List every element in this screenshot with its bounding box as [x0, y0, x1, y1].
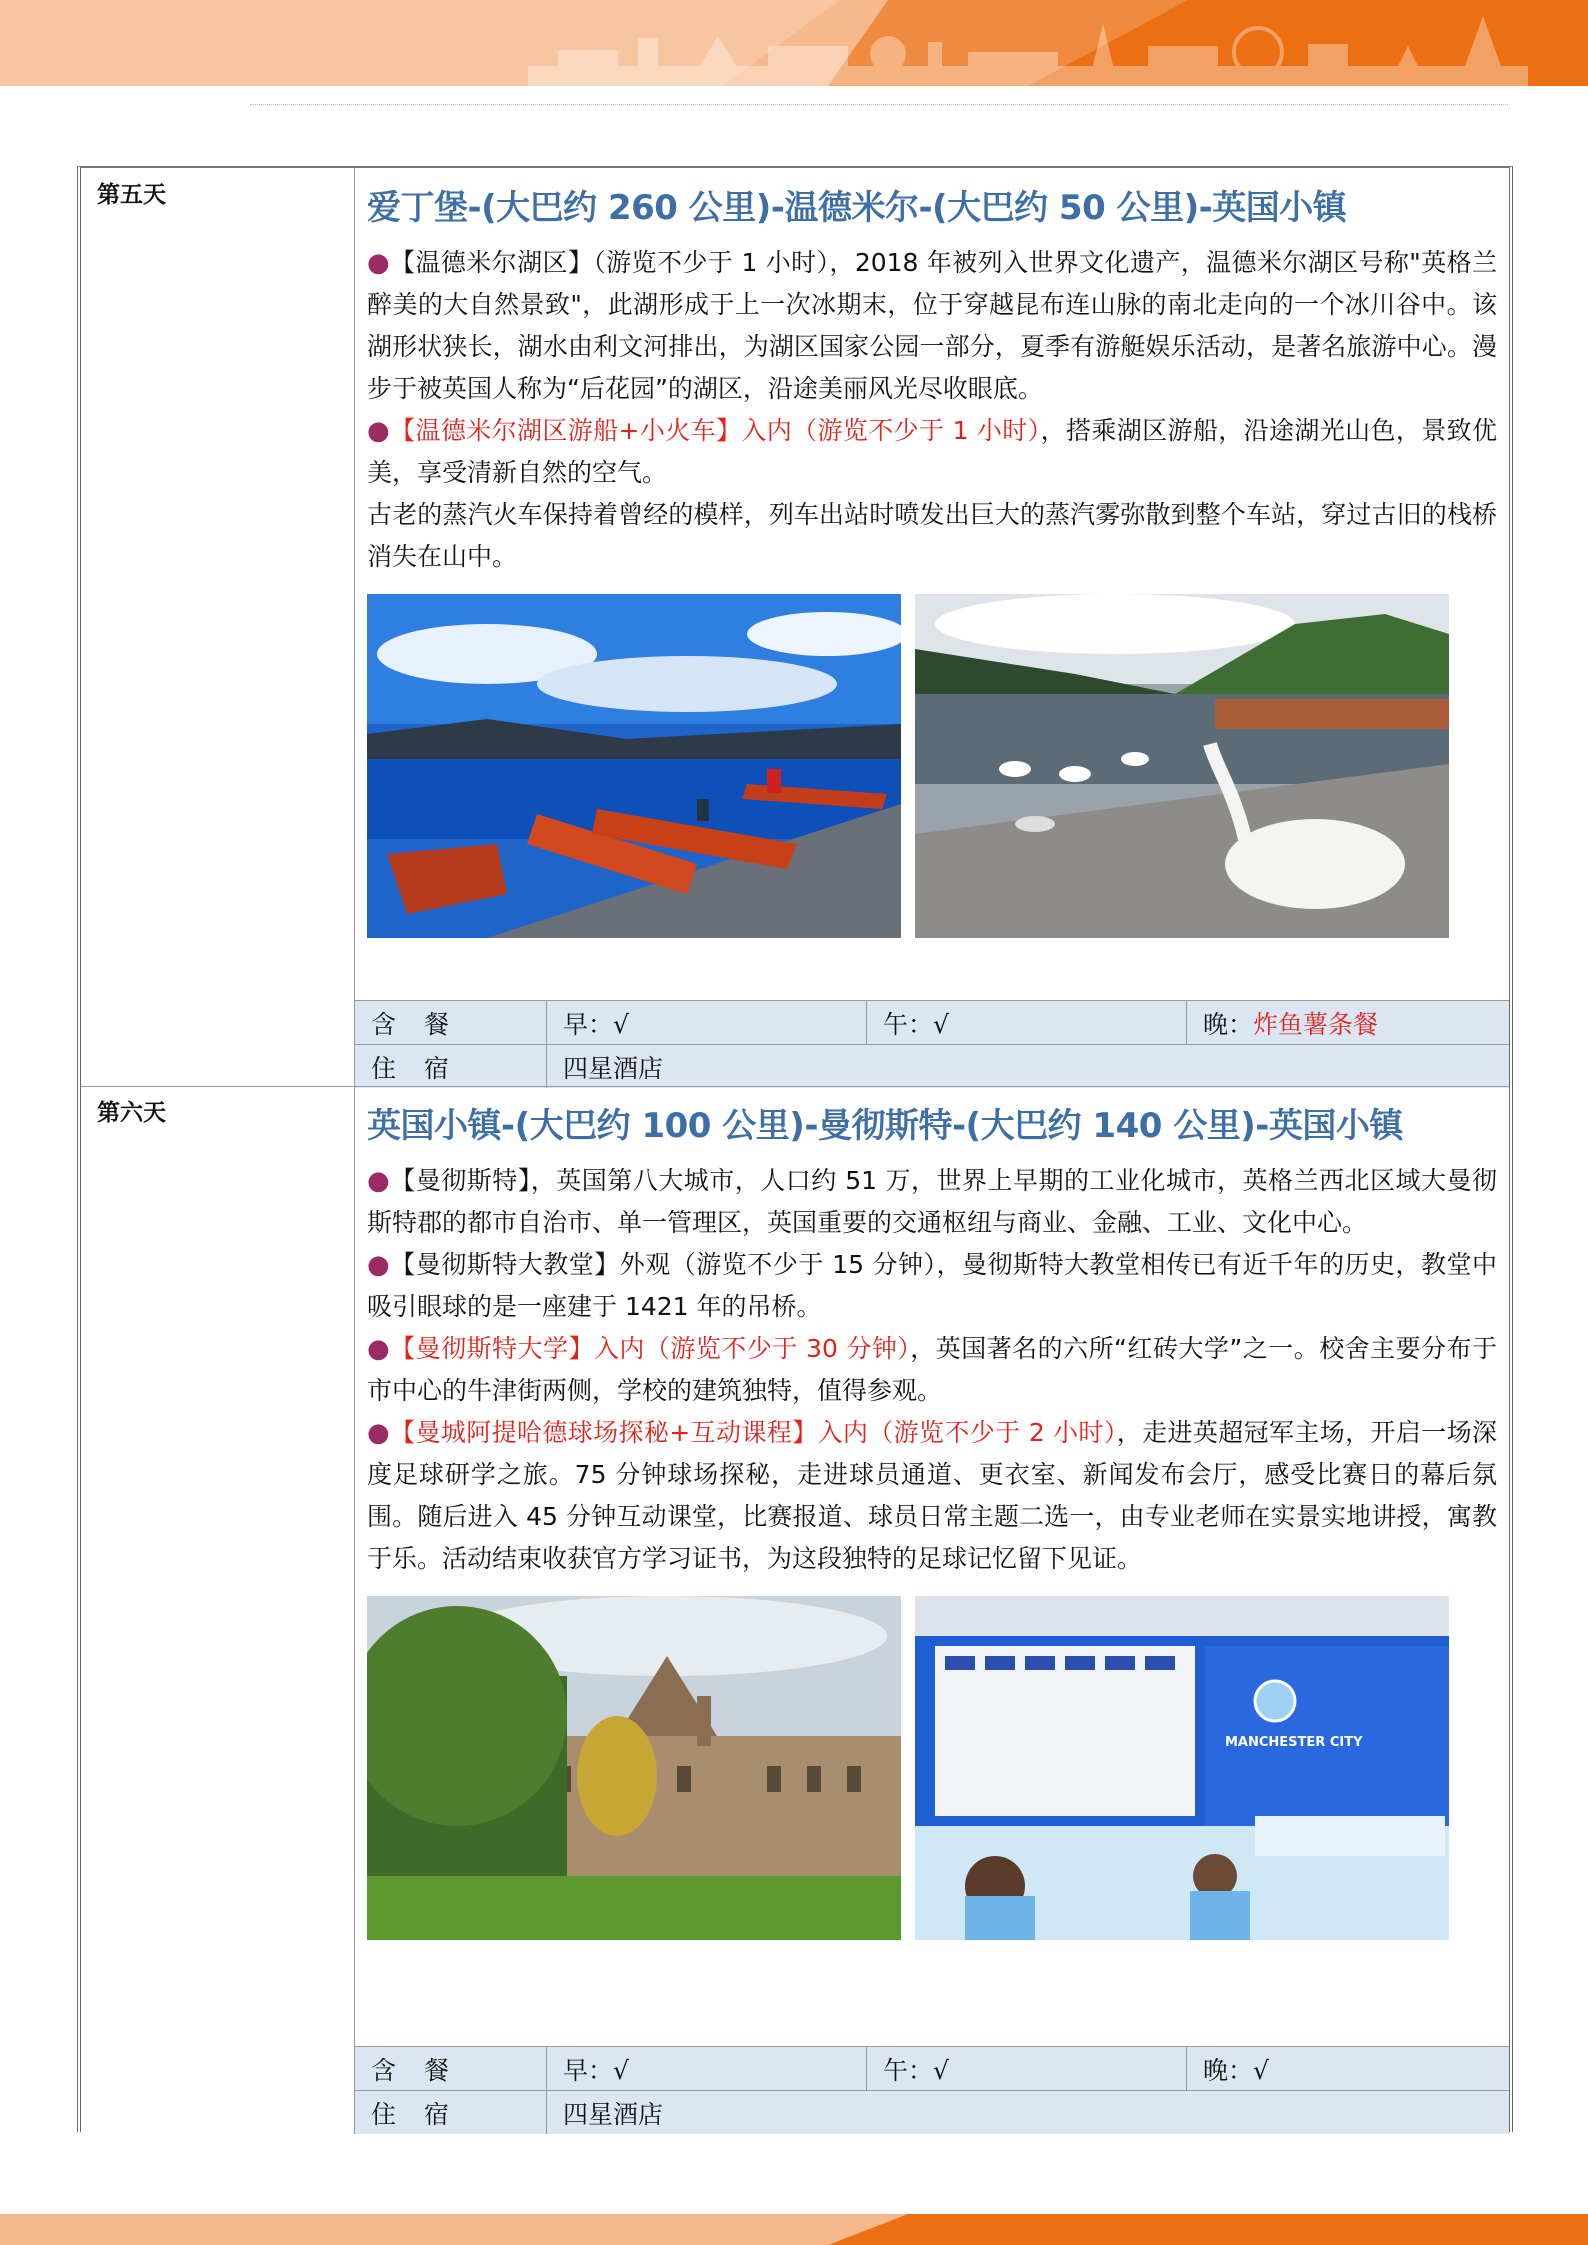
header-divider	[250, 104, 1508, 105]
day5-hotel-label: 住 宿	[355, 1045, 547, 1088]
day6-dinner: 晚：√	[1203, 2055, 1269, 2085]
day5-dinner-prefix: 晚：	[1203, 1009, 1254, 1039]
day5-paragraph-3: 古老的蒸汽火车保持着曾经的模样，列车出站时喷发出巨大的蒸汽雾弥散到整个车站，穿过古旧的栈桥消失在山中。	[367, 500, 1497, 571]
day5-hotel: 四星酒店	[563, 1053, 664, 1083]
day6-paragraph-2	[367, 1244, 1497, 1328]
bullet-icon: ●	[367, 416, 391, 446]
day6-p1-text: ，英国第八大城市，人口约 51 万，世界上早期的工业化城市，英格兰西北区域大曼彻斯特郡的都市自治市、单一管理区，英国重要的交通枢纽与商业、金融、工业、文化中心。	[367, 1166, 1497, 1237]
day6-breakfast: 早：√	[547, 2047, 867, 2090]
day5-section	[81, 168, 1509, 1086]
day5-dinner-value: 炸鱼薯条餐	[1253, 1009, 1379, 1039]
day6-p2-name: 【曼彻斯特大教堂】	[390, 1250, 620, 1279]
day5-lunch: 午：√	[867, 1001, 1187, 1044]
lake-boats-photo	[367, 594, 901, 938]
header-banner	[0, 0, 1588, 86]
day6-p4-name: 【曼城阿提哈德球场探秘+互动课程】入内（游览不少于 2 小时）	[390, 1418, 1117, 1447]
day6-paragraph-4	[367, 1412, 1497, 1580]
day6-hotel-label: 住 宿	[355, 2091, 547, 2134]
day5-dinner	[1187, 1001, 1509, 1044]
manchester-city-wordmark: MANCHESTER CITY	[1225, 1735, 1363, 1750]
day5-p1-name: 【温德米尔湖区】	[390, 248, 594, 277]
bullet-icon: ●	[367, 248, 391, 278]
bullet-icon: ●	[367, 1334, 391, 1364]
day6-lunch: 午：√	[867, 2047, 1187, 2090]
day5-breakfast: 早：√	[547, 1001, 867, 1044]
day6-paragraph-3	[367, 1328, 1497, 1412]
university-campus-photo	[367, 1596, 901, 1940]
swans-lakeshore-photo	[915, 594, 1449, 938]
day5-title: 爱丁堡-(大巴约 260 公里)-温德米尔-(大巴约 50 公里)-英国小镇	[367, 188, 1347, 228]
day5-photos	[367, 594, 1497, 938]
day6-p3-name: 【曼彻斯特大学】入内（游览不少于 30 分钟）	[390, 1334, 911, 1363]
day6-section	[81, 1086, 1509, 2134]
day6-paragraph-1	[367, 1160, 1497, 1244]
day5-meals-row	[355, 1000, 1509, 1044]
day5-content	[355, 168, 1509, 938]
day5-p2-name: 【温德米尔湖区游船+小火车】入内（游览不少于 1 小时）	[390, 416, 1041, 445]
day5-label: 第五天	[81, 168, 355, 1086]
day6-hotel-row	[355, 2090, 1509, 2134]
day5-paragraph-1	[367, 242, 1497, 410]
day6-meals-row	[355, 2046, 1509, 2090]
bullet-icon: ●	[367, 1166, 391, 1196]
day5-hotel-row	[355, 1044, 1509, 1088]
day6-photos	[367, 1596, 1497, 1940]
day5-p2-text: ，搭乘湖区游船，沿途湖光山色，景致优美，享受清新自然的空气。	[367, 416, 1498, 487]
city-skyline-graphic	[528, 16, 1528, 86]
press-conference-photo	[915, 1596, 1449, 1940]
day6-label: 第六天	[81, 1086, 355, 2134]
day5-p1-text: （游览不少于 1 小时），2018 年被列入世界文化遗产，温德米尔湖区号称"英格兰醉美的大自然景致"，此湖形成于上一次冰期末，位于穿越昆布连山脉的南北走向的一个冰川谷中。该湖形状狭长，湖水由利文河排出，为湖区国家公园一部分，夏季有游艇娱乐活动，是著名旅游中心。漫步于被英国人称为“后花园”的湖区，沿途美丽风光尽收眼底。	[367, 248, 1497, 403]
day5-meal-label: 含 餐	[355, 1001, 547, 1044]
itinerary-table	[77, 166, 1513, 2132]
day6-p3-text: ，英国著名的六所“红砖大学”之一。校舍主要分布于市中心的牛津街两侧，学校的建筑独特，值得参观。	[367, 1334, 1498, 1405]
day5-paragraph-2	[367, 410, 1497, 494]
day6-meal-label: 含 餐	[355, 2047, 547, 2090]
day6-hotel: 四星酒店	[563, 2099, 664, 2129]
day6-p1-name: 【曼彻斯特】	[390, 1166, 531, 1195]
bullet-icon: ●	[367, 1250, 391, 1280]
day6-content	[355, 1086, 1509, 1940]
day6-p4-text: ，走进英超冠军主场，开启一场深度足球研学之旅。75 分钟球场探秘，走进球员通道、更衣室、新闻发布会厅，感受比赛日的幕后氛围。随后进入 45 分钟互动课堂，比赛报道、球员日常主题二选一，由专业老师在实景实地讲授，寓教于乐。活动结束收获官方学习证书，为这段独特的足球记忆留下见证。	[367, 1418, 1498, 1573]
day6-title: 英国小镇-(大巴约 100 公里)-曼彻斯特-(大巴约 140 公里)-英国小镇	[367, 1106, 1403, 1146]
footer-banner	[0, 2214, 1588, 2245]
day6-p2-text: 外观（游览不少于 15 分钟），曼彻斯特大教堂相传已有近千年的历史，教堂中吸引眼球的是一座建于 1421 年的吊桥。	[367, 1250, 1498, 1321]
bullet-icon: ●	[367, 1418, 391, 1448]
